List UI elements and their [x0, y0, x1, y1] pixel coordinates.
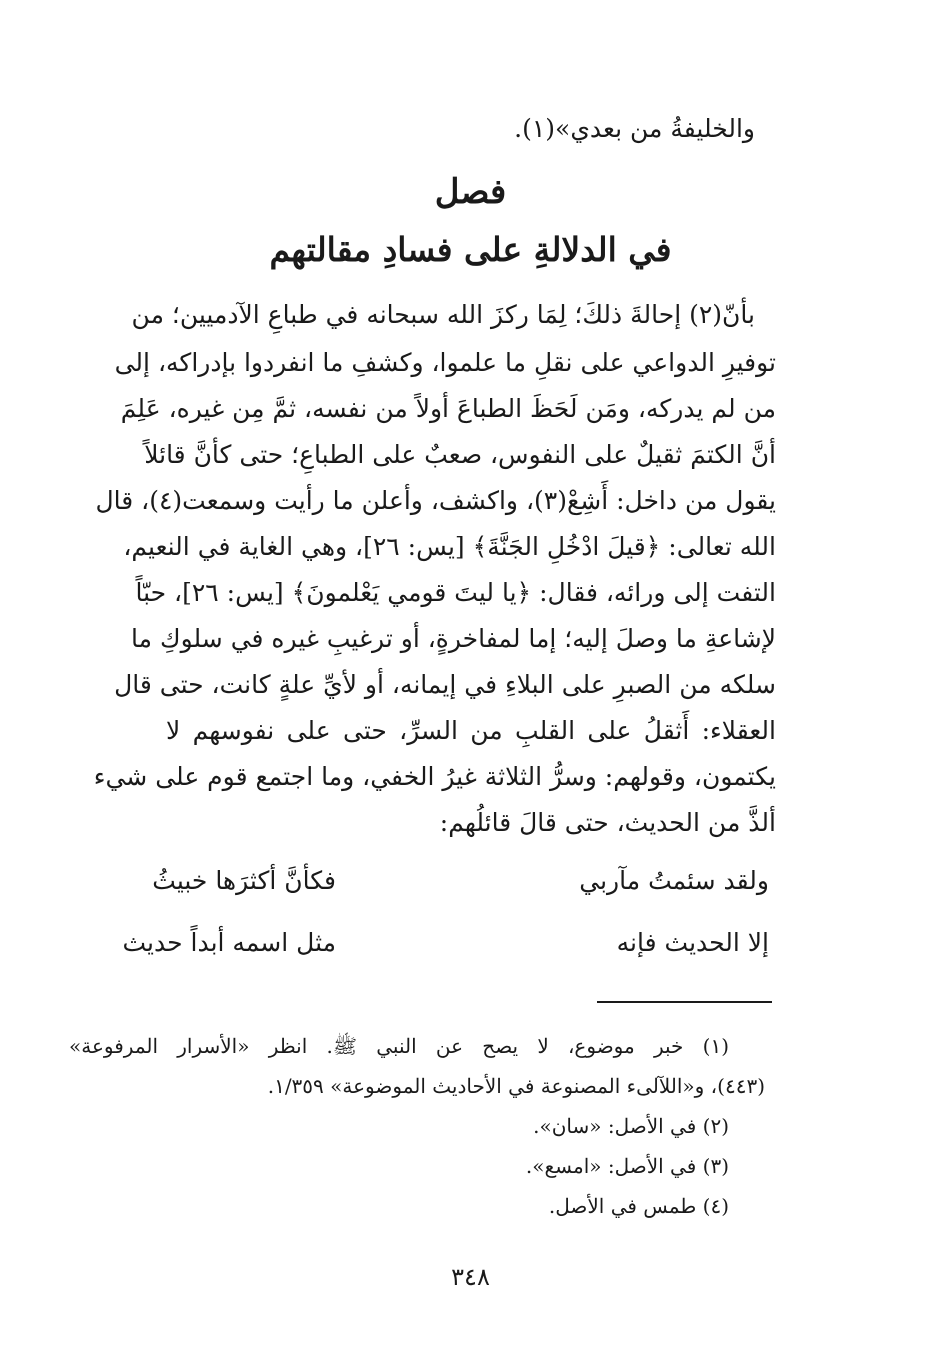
- footnote-2: (٢) في الأصل: «سان».: [533, 1114, 729, 1138]
- body-line: ألذَّ من الحديث، حتى قالَ قائلُهم:: [439, 808, 776, 837]
- body-line: توفيرِ الدواعي على نقلِ ما علموا، وكشفِ ما انفردوا بإدراكه، إلى: [114, 348, 776, 377]
- body-line: الله تعالى: ﴿قيلَ ادْخُلِ الجَنَّةَ﴾ [يس: ٢٦]، وهي الغاية في النعيم،: [123, 532, 776, 561]
- opening-line: والخليفةُ من بعدي»(١).: [514, 114, 755, 143]
- body-line: من لم يدركه، ومَن لَحَظَ الطباعَ أولاً من نفسه، ثمَّ مِن غيره، عَلِمَ: [120, 394, 776, 423]
- footnote-separator: [597, 1001, 772, 1003]
- poem-verse-2-second-hemistich: مثل اسمه أبداً حديث: [122, 928, 336, 957]
- body-line: العقلاء: أَثقلُ على القلبِ من السرِّ، حتى على نفوسهم لا: [166, 716, 776, 745]
- poem-verse-1-first-hemistich: ولقد سئمتُ مآربي: [579, 866, 769, 895]
- body-line: يكتمون، وقولهم: وسرُّ الثلاثة غيرُ الخفي، وما اجتمع قوم على شيء: [93, 762, 776, 791]
- footnote-4: (٤) طمس في الأصل.: [548, 1194, 729, 1218]
- page-number: ٣٤٨: [451, 1263, 490, 1291]
- body-line: يقول من داخل: أَشِعْ(٣)، واكشف، وأعلن ما رأيت وسمعت(٤)، قال: [95, 486, 776, 515]
- poem-verse-1-second-hemistich: فكأنَّ أكثرَها خبيثُ: [152, 866, 336, 895]
- footnote-1-line-1: (١) خبر موضوع، لا يصح عن النبي ﷺ. انظر «الأسرار المرفوعة»: [69, 1034, 729, 1058]
- body-line: بأنّ(٢) إحالةَ ذلكَ؛ لِمَا ركزَ الله سبحانه في طباعِ الآدميين؛ من: [131, 300, 755, 329]
- footnote-3: (٣) في الأصل: «امسع».: [525, 1154, 729, 1178]
- section-heading: فصل: [434, 172, 507, 212]
- body-line: سلكه من الصبرِ على البلاءِ في إيمانه، أو لأيِّ علةٍ كانت، حتى قال: [114, 670, 776, 699]
- body-line: أنَّ الكتمَ ثقيلٌ على النفوس، صعبٌ على الطباعِ؛ حتى كأنَّ قائلاً: [144, 440, 776, 469]
- footnote-1-line-2: (٤٤٣)، و«اللآلىء المصنوعة في الأحاديث الموضوعة» ١/٣٥٩.: [267, 1074, 765, 1098]
- body-line: التفت إلى ورائه، فقال: ﴿يا ليتَ قومي يَعْلمونَ﴾ [يس: ٢٦]، حبّاً: [135, 578, 776, 607]
- body-line: لإشاعةِ ما وصلَ إليه؛ إما لمفاخرةٍ، أو ترغيبِ غيره في سلوكِ ما: [131, 624, 776, 653]
- poem-verse-2-first-hemistich: إلا الحديث فإنه: [616, 928, 769, 957]
- section-subheading: في الدلالةِ على فسادِ مقالتهم: [269, 230, 672, 269]
